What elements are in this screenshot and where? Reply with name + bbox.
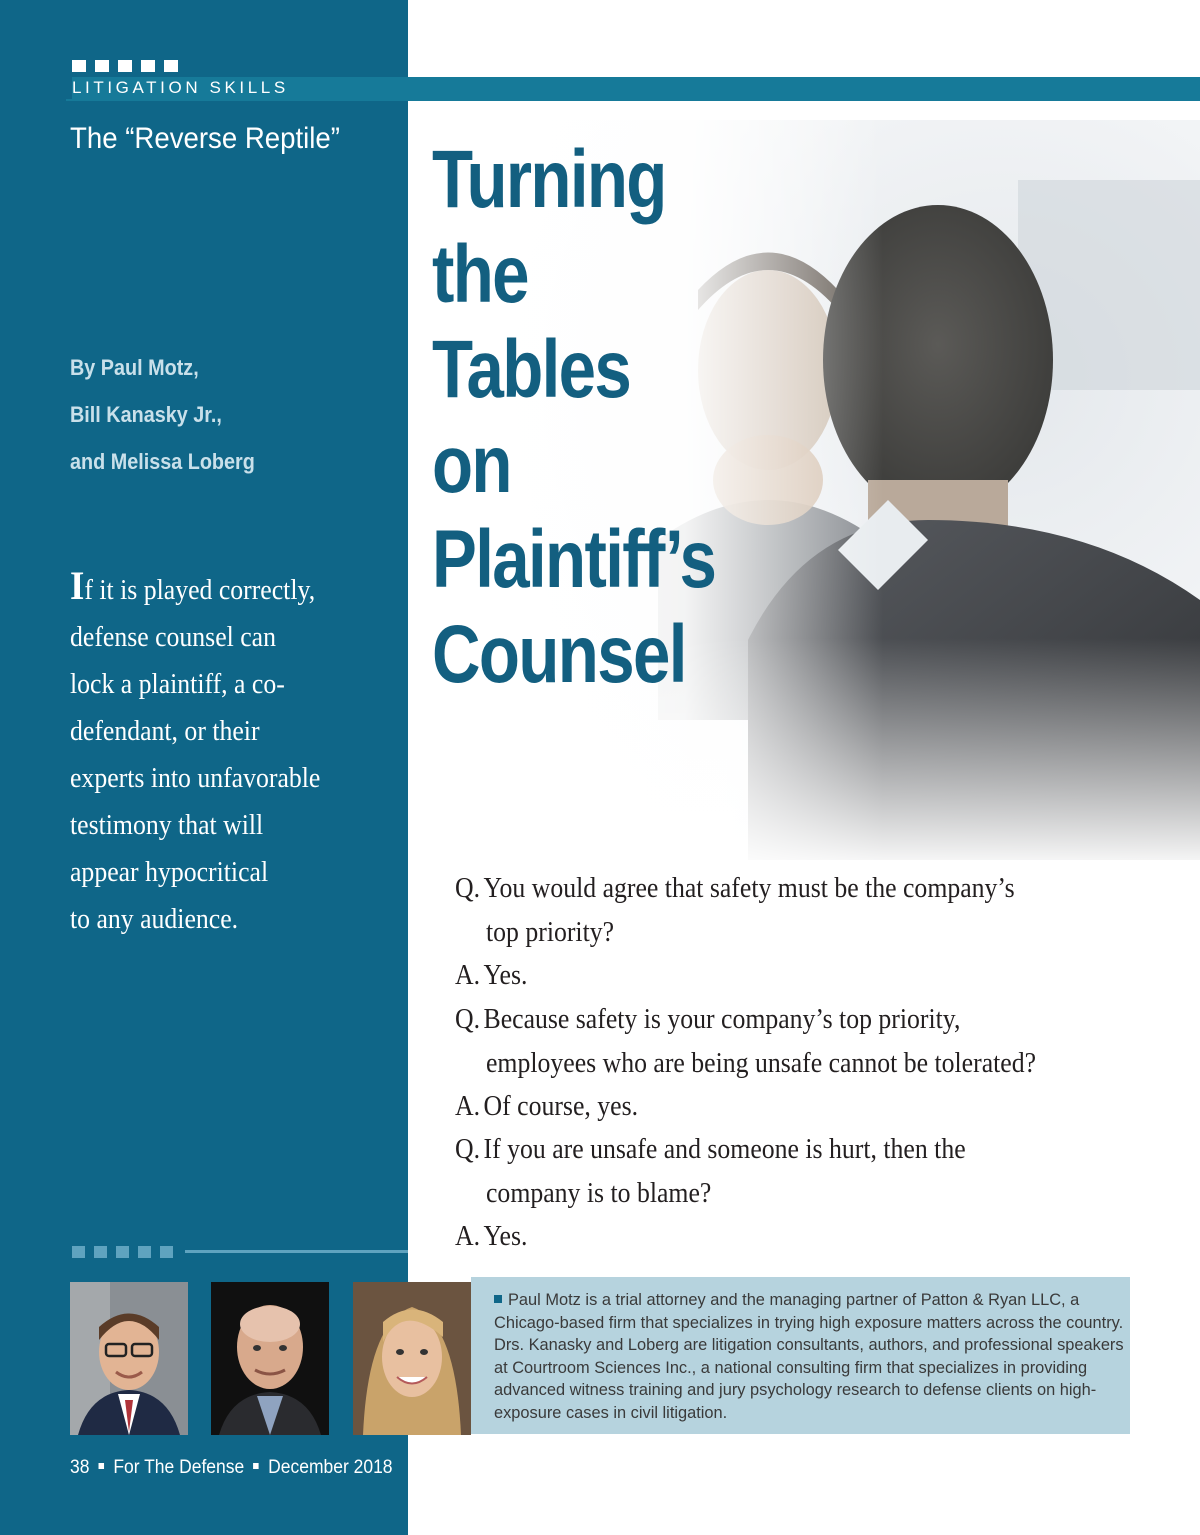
bullet-icon bbox=[494, 1295, 502, 1303]
qa-text: Yes. bbox=[483, 1221, 528, 1252]
qa-label: Q. bbox=[455, 1004, 481, 1035]
article-subtitle: The “Reverse Reptile” bbox=[70, 122, 340, 155]
author-line: Bill Kanasky Jr., bbox=[70, 402, 222, 427]
section-label: LITIGATION SKILLS bbox=[72, 77, 408, 99]
qa-text: Yes. bbox=[483, 960, 528, 991]
decor-square bbox=[72, 60, 86, 72]
qa-entry bbox=[455, 1091, 638, 1123]
pull-quote-line: defendant, or their bbox=[70, 716, 260, 747]
title-line: the bbox=[432, 229, 528, 320]
author-line: By Paul Motz, bbox=[70, 355, 199, 380]
qa-label: A. bbox=[455, 1091, 481, 1122]
decor-square bbox=[138, 1246, 151, 1258]
pull-quote-line: defense counsel can bbox=[70, 622, 276, 653]
title-line: Tables bbox=[432, 324, 631, 415]
qa-label: A. bbox=[455, 960, 481, 991]
qa-label: A. bbox=[455, 1221, 481, 1252]
qa-text: You would agree that safety must be the company’s bbox=[483, 873, 1015, 904]
qa-text: employees who are being unsafe cannot be tolerated? bbox=[486, 1048, 1037, 1079]
header-rule bbox=[66, 99, 1200, 101]
pull-quote-line: testimony that will bbox=[70, 810, 264, 841]
page-number: 38 bbox=[70, 1457, 90, 1478]
qa-entry bbox=[455, 1134, 966, 1166]
qa-text: Because safety is your company’s top priority, bbox=[483, 1004, 961, 1035]
qa-text: If you are unsafe and someone is hurt, then the bbox=[483, 1134, 966, 1165]
page-footer bbox=[70, 1457, 393, 1479]
bullet-icon bbox=[253, 1463, 259, 1469]
publication-name: For The Defense bbox=[113, 1457, 245, 1478]
qa-entry bbox=[455, 960, 527, 992]
pull-quote-line: appear hypocritical bbox=[70, 857, 269, 888]
header-band bbox=[408, 77, 1200, 99]
decor-square bbox=[118, 60, 132, 72]
decor-square bbox=[160, 1246, 173, 1258]
pull-quote-line: lock a plaintiff, a co- bbox=[70, 669, 285, 700]
decor-square bbox=[72, 1246, 85, 1258]
title-line: Counsel bbox=[432, 609, 686, 700]
author-headshot bbox=[353, 1282, 471, 1435]
decor-square bbox=[95, 60, 109, 72]
issue-date: December 2018 bbox=[268, 1457, 393, 1478]
author-bio bbox=[494, 1289, 1124, 1424]
qa-text: top priority? bbox=[486, 917, 615, 948]
author-headshot bbox=[70, 1282, 188, 1435]
qa-entry bbox=[455, 1221, 527, 1253]
qa-text: company is to blame? bbox=[486, 1178, 712, 1209]
title-line: Turning bbox=[432, 134, 666, 225]
decor-square bbox=[94, 1246, 107, 1258]
title-line: Plaintiff’s bbox=[432, 514, 716, 605]
title-line: on bbox=[432, 419, 511, 510]
pull-quote bbox=[70, 562, 364, 943]
pull-quote-line: to any audience. bbox=[70, 904, 239, 935]
article-title bbox=[432, 132, 715, 702]
author-headshot bbox=[211, 1282, 329, 1435]
author-bio-text: Paul Motz is a trial attorney and the managing partner of Patton & Ryan LLC, a Chicago-based firm that specializes in trying high exposure matters across the country. Drs. Kanasky and Loberg are litigation consultants, authors, and professional speakers at Courtroom Sciences Inc., a national consulting firm that specializes in providing advanced witness training and jury psychology research to defense clients on high-exposure cases in civil litigation. bbox=[494, 1291, 1124, 1422]
drop-cap: I bbox=[70, 563, 85, 608]
pull-quote-line: experts into unfavorable bbox=[70, 763, 321, 794]
qa-label: Q. bbox=[455, 1134, 481, 1165]
author-line: and Melissa Loberg bbox=[70, 449, 255, 474]
decor-square bbox=[116, 1246, 129, 1258]
decor-square bbox=[141, 60, 155, 72]
decor-square bbox=[164, 60, 178, 72]
qa-label: Q. bbox=[455, 873, 481, 904]
footer-rule bbox=[185, 1250, 408, 1253]
qa-text: Of course, yes. bbox=[483, 1091, 639, 1122]
pull-quote-line: f it is played correctly, bbox=[84, 575, 316, 606]
qa-entry bbox=[455, 1004, 960, 1036]
qa-entry bbox=[455, 873, 1015, 905]
bullet-icon bbox=[99, 1463, 105, 1469]
